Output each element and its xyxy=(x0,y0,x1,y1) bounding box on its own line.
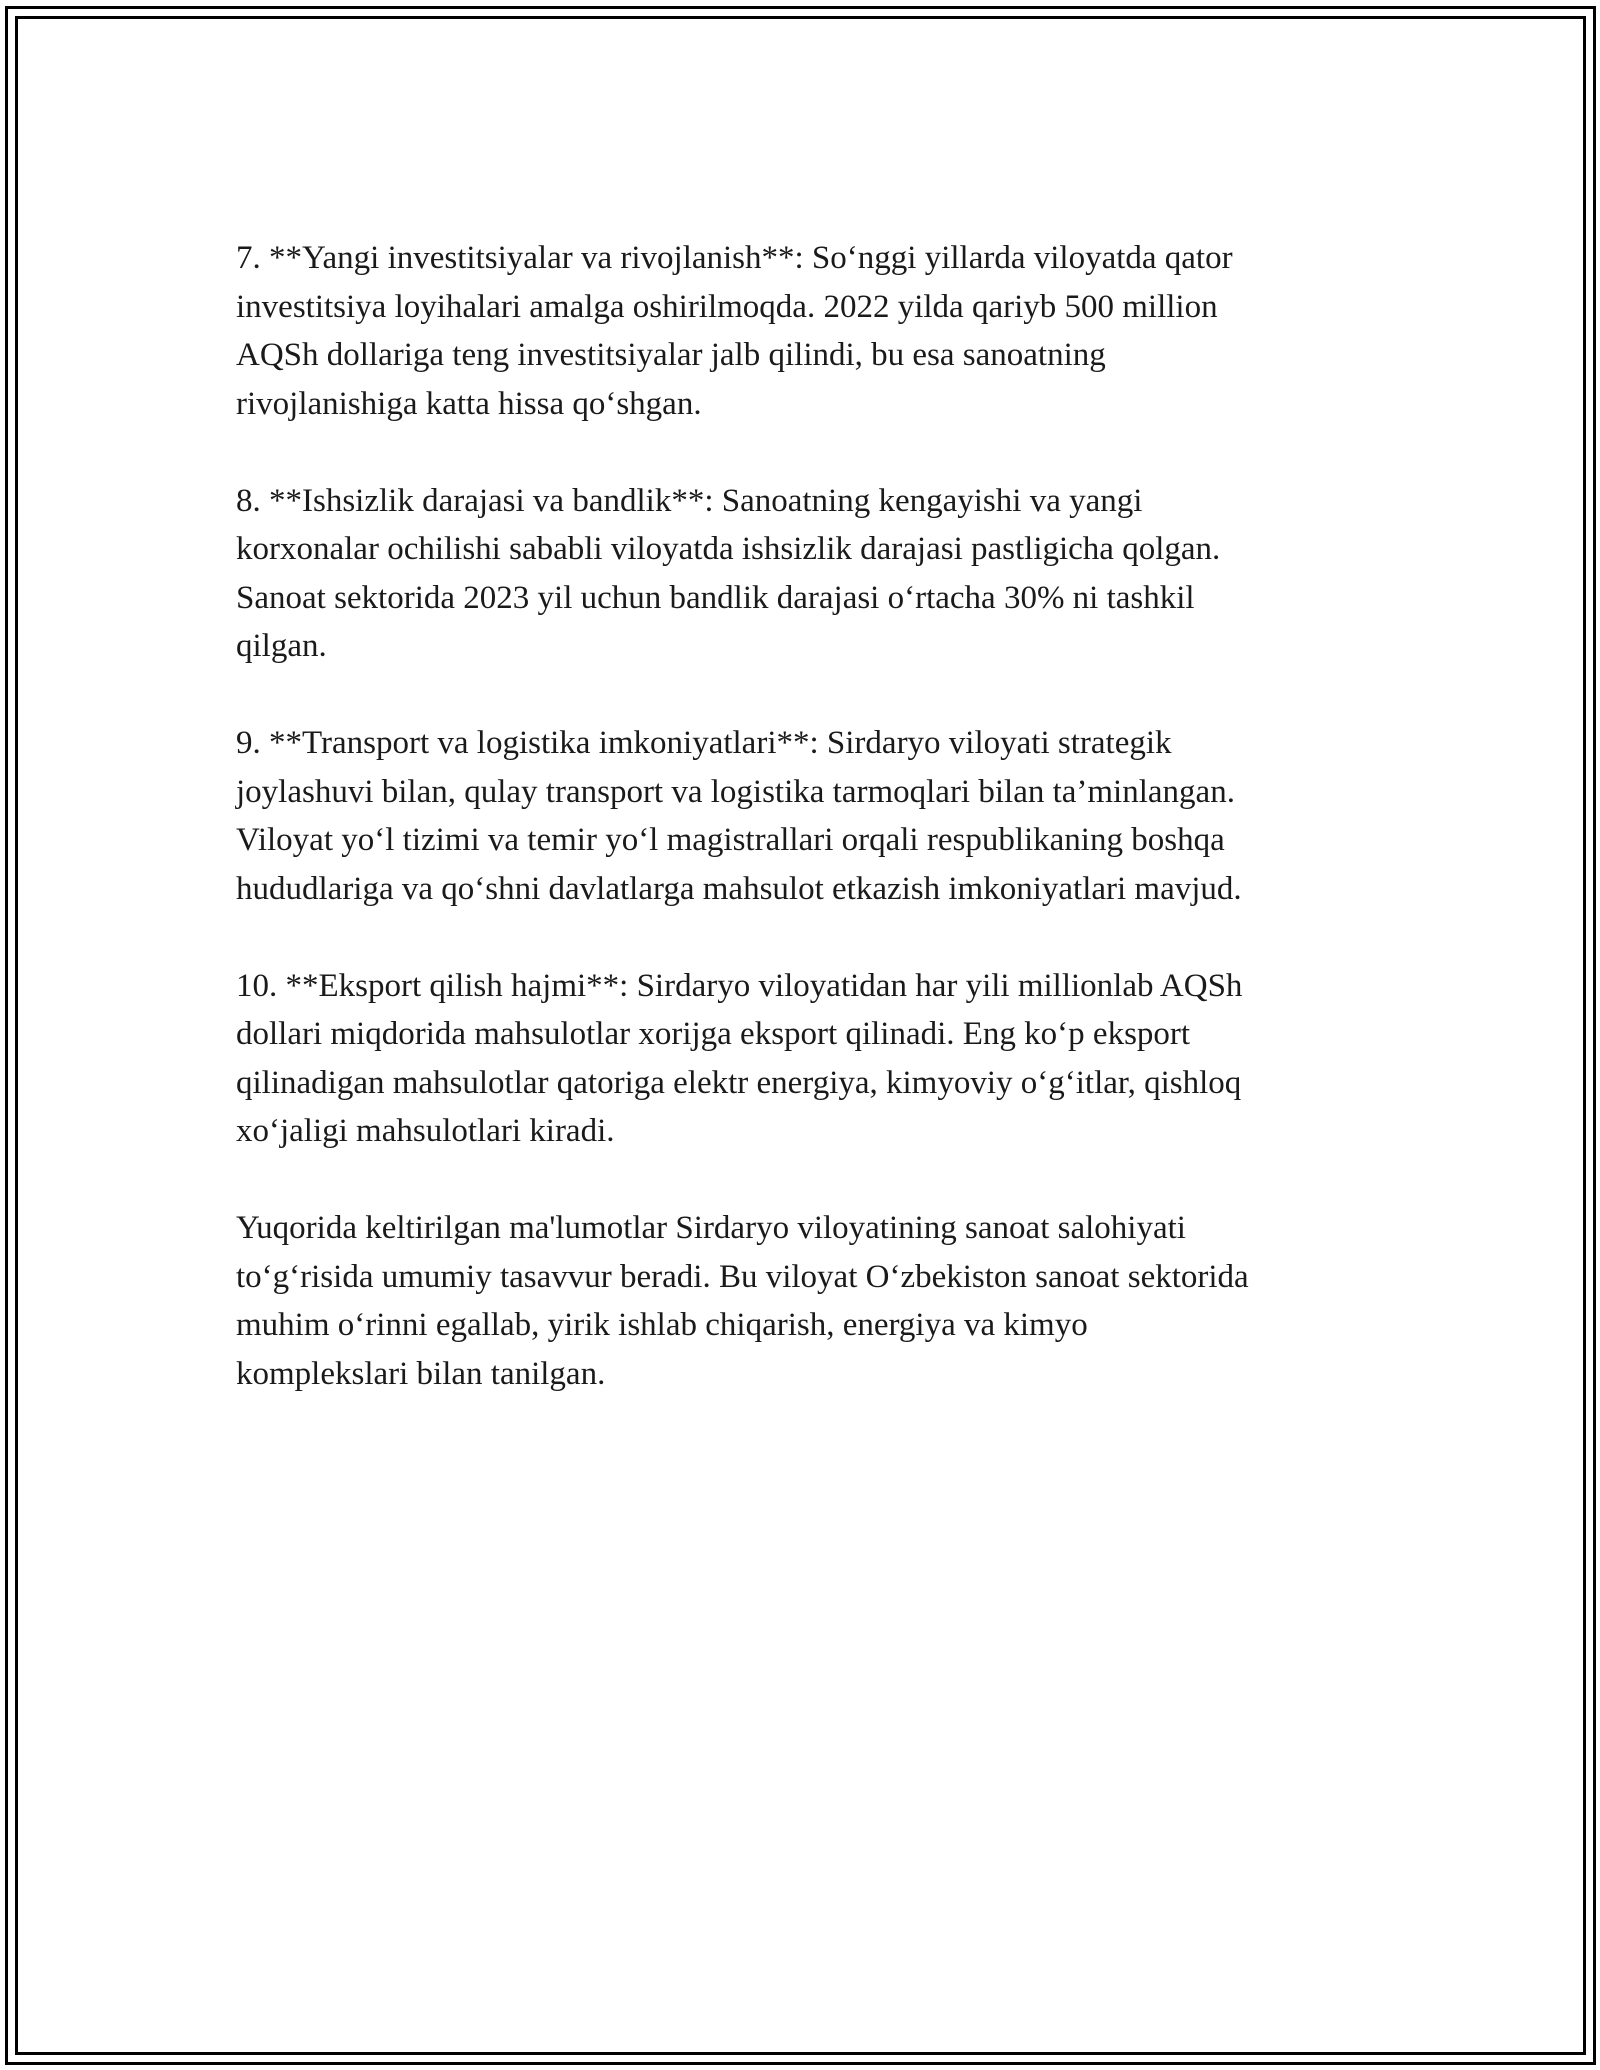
paragraph-transport: 9. **Transport va logistika imkoniyatlari**: Sirdaryo viloyati strategik joylashuvi bilan, qulay transport va logistika tarmoqlari bilan ta’minlangan. Viloyat yo‘l tizimi va temir yo‘l magistrallari orqali respublikaning boshqa hududlariga va qo‘shni davlatlarga mahsulot etkazish imkoniyatlari mavjud. xyxy=(236,725,1242,907)
paragraph-employment: 8. **Ishsizlik darajasi va bandlik**: Sanoatning kengayishi va yangi korxonalar ochilishi sababli viloyatda ishsizlik darajasi pastligicha qolgan. Sanoat sektorida 2023 yil uchun bandlik darajasi o‘rtacha 30% ni tashkil qilgan. xyxy=(236,482,1221,664)
paragraph-export: 10. **Eksport qilish hajmi**: Sirdaryo viloyatidan har yili millionlab AQSh dollari miqdorida mahsulotlar xorijga eksport qilinadi. Eng ko‘p eksport qilinadigan mahsulotlar qatoriga elektr energiya, kimyoviy o‘g‘itlar, qishloq xo‘jaligi mahsulotlari kiradi. xyxy=(236,967,1243,1149)
paragraph-conclusion: Yuqorida keltirilgan ma'lumotlar Sirdaryo viloyatining sanoat salohiyati to‘g‘risida umumiy tasavvur beradi. Bu viloyat O‘zbekiston sanoat sektorida muhim o‘rinni egallab, yirik ishlab chiqarish, energiya va kimyo komplekslari bilan tanilgan. xyxy=(236,1210,1249,1392)
paragraph-investments: 7. **Yangi investitsiyalar va rivojlanish**: So‘nggi yillarda viloyatda qator investitsiya loyihalari amalga oshirilmoqda. 2022 yilda qariyb 500 million AQSh dollariga teng investitsiyalar jalb qilindi, bu esa sanoatning rivojlanishiga katta hissa qo‘shgan. xyxy=(236,240,1233,422)
document-body xyxy=(236,234,1386,1447)
